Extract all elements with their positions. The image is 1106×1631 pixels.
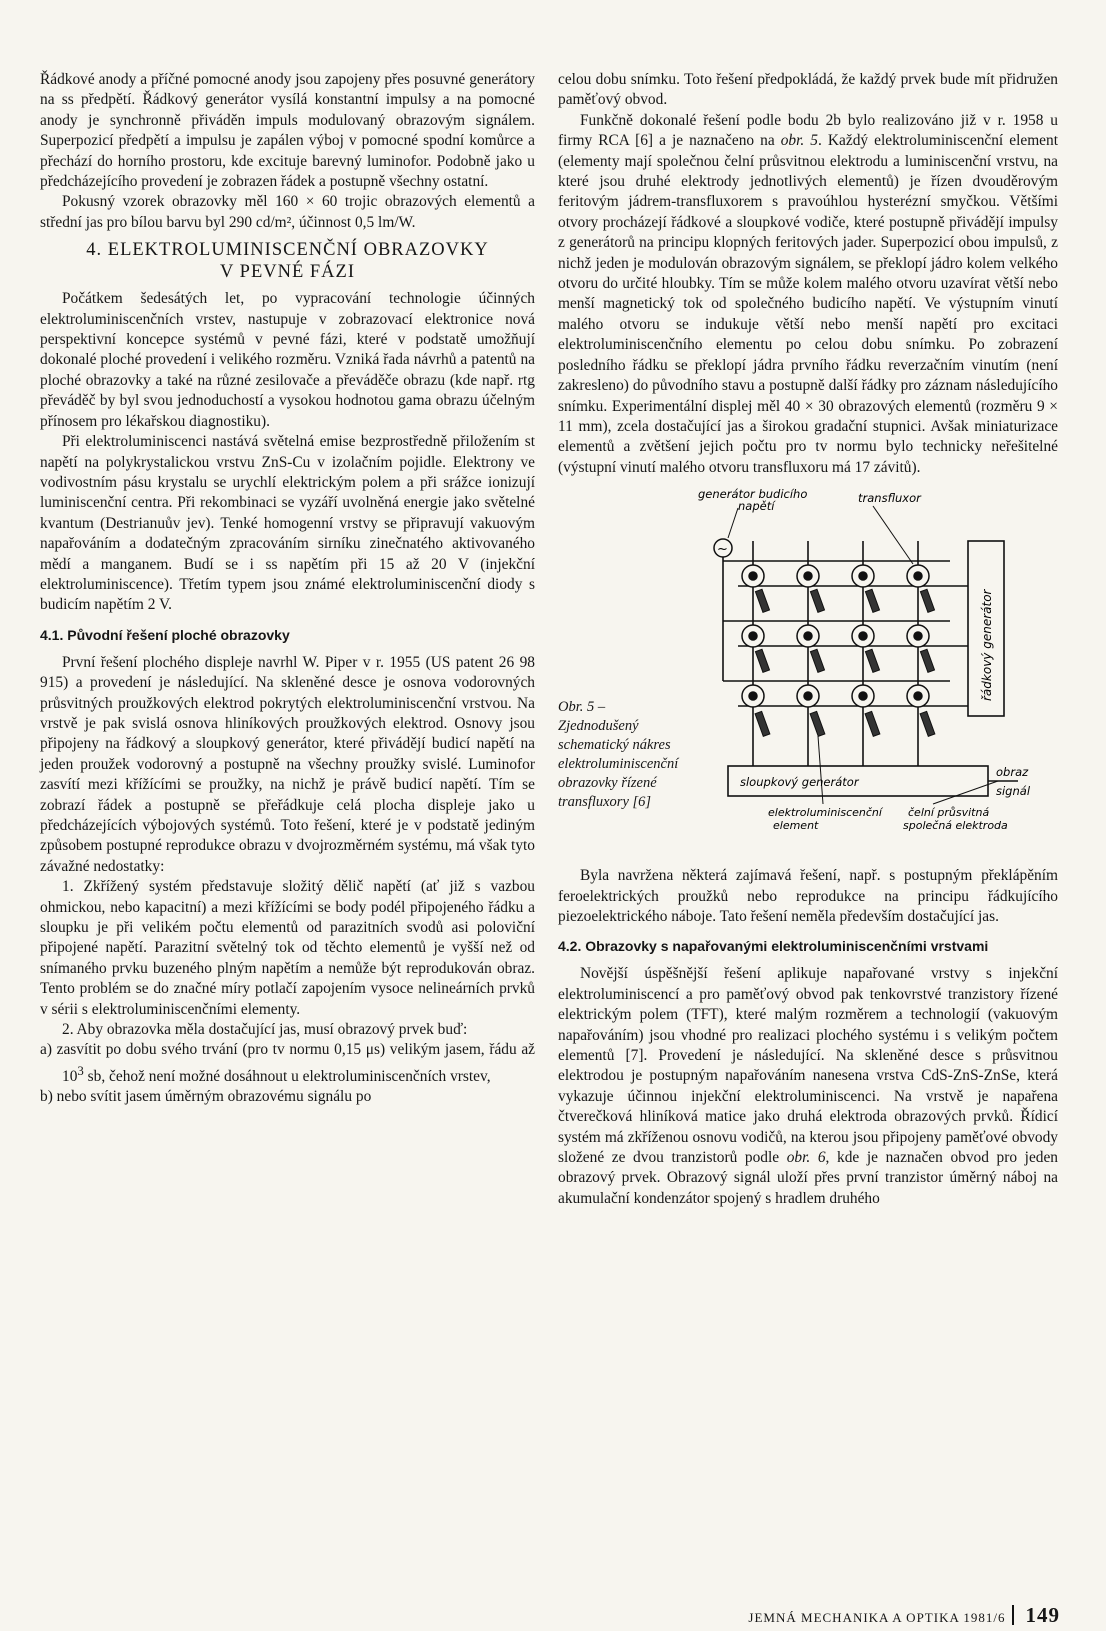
heading-line: V PEVNÉ FÁZI [220, 262, 355, 283]
paragraph: Pokusný vzorek obrazovky měl 160 × 60 trojic obrazových elementů a střední jas pro bílou barvu byl 290 cd/m², účinnost 0,5 lm/W. [40, 193, 535, 231]
list-paragraph: 1. Zkřížený systém představuje složitý dělič napětí (ať již s vazbou ohmickou, nebo kapacitní) a mezi křížícími se body podél připojeného řádku a sloupku je při velikém počtu elementů od parazitních svodů asi poloviční připojené napětí. Parazitní světelný tok od těchto elementů je vyšší než od snímaného prvku buzeného plným napětím a nemůže být reprodukován obraz. Tento problém se do značné míry potlačí zapojením vysoce nelineárních prvků v sérii s elektroluminiscenčními elementy. [40, 878, 535, 1018]
el-element-icon [810, 589, 824, 612]
paragraph: Byla navržena některá zajímavá řešení, např. s postupným překlápěním feroelektrických proužků nebo reprodukce na principu řádkujícího piezoelektrického náboje. Tato řešení neměla především dostačující jas. [558, 867, 1058, 925]
figure-reference: obr. 5 [780, 132, 819, 150]
figure-5 [558, 486, 1058, 866]
transfluxor-core-icon [907, 685, 929, 707]
el-element-icon [865, 711, 880, 736]
transfluxor-core-icon [742, 565, 764, 587]
figure-caption: Obr. 5 – Zjednodušený schematický nákres elektroluminiscenční obrazovky řízené transfluxory [6] [558, 699, 679, 811]
el-element-icon [755, 711, 770, 736]
transfluxor-schematic [698, 486, 1058, 866]
el-element-icon [920, 589, 934, 612]
transfluxor-core-icon [742, 685, 764, 707]
left-column [40, 70, 535, 1108]
label-generator-2: napětí [738, 499, 775, 514]
el-element-icon [755, 649, 769, 672]
subsection-heading-4-1: 4.1. Původní řešení ploché obrazovky [40, 626, 290, 643]
el-element-icon [755, 589, 769, 612]
page-footer [560, 1603, 1060, 1628]
right-column [558, 70, 1058, 1209]
transfluxor-core-icon [907, 565, 929, 587]
paragraph: Při elektroluminiscenci nastává světelná emise bezprostředně přiložením st napětí na polykrystalickou vrstvu ZnS-Cu v izolačním pojidle. Elektrony ve vodivostním pásu krystalu se urychlí elektrickým polem a při srážce ionizují luminiscenční centra. Při rekombinaci se vyzáří uvolněná energie jako světelné kvantum (Destrianuův jev). Tenké homogenní vrstvy se připravují vakuovým napařováním a dodatečným zpracováním sirníku zinečnatého aktivovaného mědí a manganem. Budí se i ss napětím při 15 až 20 V (injekční elektroluminiscence). Třetím typem jsou známé elektroluminiscenční diody s budicím napětím 2 V. [40, 433, 535, 614]
transfluxor-core-icon [852, 625, 874, 647]
paragraph: Novější úspěšnější řešení aplikuje napařované vrstvy s injekční elektroluminiscencí a pro paměťový obvod pak tenkovrstvé tranzistory řízené elektrickým polem (TFT), které malým rozměrem a technologií (vakuovým napařováním) jsou vhodné pro realizaci plochého systému i s velikým počtem elementů [7]. Provedení je následující. Na skleněné desce s průsvitnou elektrodou je postupným napařováním nanesena vrstva CdS-ZnS-ZnSe, která vykazuje účinnou injekční elektroluminiscenci. Na vrstvě je napařena čtverečková hliníková matice jako druhá elektroda obrazových prvků. Řídicí systém má zkříženou osnovu vodičů, na kterou jsou připojeny paměťové obvody složené ze dvou tranzistorů podle obr. 6, kde je naznačen obvod pro jeden obrazový prvek. Obrazový signál uloží přes první tranzistor úměrný náboj na akumulační kondenzátor spojený s hradlem druhého [558, 965, 1058, 1207]
paragraph: Počátkem šedesátých let, po vypracování technologie účinných elektroluminiscenčních vrstev, nastupuje v zobrazovací elektronice nová perspektivní koncepce systémů v pevné fázi, které v podstatě umožňují dokonalé ploché provedení i velikého rozměru. Vzniká řada návrhů a patentů na ploché obrazovky a také na různé zesilovače a převáděče obrazu (kde např. rtg převáděč by byl svou jednoduchostí a vysokou hodnotou gama obrazu účelným přínosem pro lékařskou diagnostiku). [40, 290, 535, 430]
transfluxor-core-icon [852, 565, 874, 587]
label-generator: generátor budicího [698, 487, 808, 502]
label-front: čelní průsvitná [908, 806, 990, 820]
el-element-icon [810, 649, 824, 672]
label-row-generator: řádkový generátor [980, 589, 994, 702]
paragraph: celou dobu snímku. Toto řešení předpokládá, že každý prvek bude mít přidružen paměťový obvod. [558, 71, 1058, 109]
el-element-icon [920, 649, 934, 672]
label-transfluxor: transfluxor [858, 491, 921, 506]
transfluxor-core-icon [797, 625, 819, 647]
label-signal: signál [996, 784, 1031, 799]
section-heading-4 [40, 239, 535, 283]
paragraph: První řešení plochého displeje navrhl W. Piper v r. 1955 (US patent 26 98 915) a provedení je následující. Na skleněné desce je osnova vodorovných průsvitných proužkových elektrod pokrytých elektroluminiscenční vrstvou. Na vrstvě je pak svislá osnova hliníkových proužkových elektrod. Osnovy jsou připojeny na řádkový a sloupkový generátor, které přivádějí budicí napětí na jeden proužek vodorovný a postupně na všechny proužky svislé. Luminofor zasvítí mezi křížícími se proužky, na nichž je právě budicí napětí. Tím se zobrazí řádek a postupně se přeřádkuje celá plocha displeje jako u předcházejících výbojových systémů. Toto řešení, které je v podstatě jediným způsobem postupné reprodukce obrazu v dvojrozměrném systému, má však tyto závažné nedostatky: [40, 653, 535, 875]
label-common-electrode: společná elektroda [903, 819, 1008, 833]
subsection-heading-4-2: 4.2. Obrazovky s napařovanými elektroluminiscenčními vrstvami [558, 938, 989, 955]
el-element-icon [810, 711, 825, 736]
footer-divider [1012, 1605, 1014, 1625]
label-column-generator: sloupkový generátor [740, 775, 859, 790]
transfluxor-core-icon [742, 625, 764, 647]
el-element-icon [865, 589, 879, 612]
transfluxor-core-icon [797, 685, 819, 707]
transfluxor-core-icon [907, 625, 929, 647]
figure-reference: obr. 6 [786, 1149, 826, 1166]
list-item-b: b) nebo svítit jasem úměrným obrazovému signálu po [40, 1088, 372, 1106]
transfluxor-core-icon [852, 685, 874, 707]
svg-text:~: ~ [717, 542, 728, 558]
el-element-icon [865, 649, 879, 672]
label-el: elektroluminiscenční [768, 806, 882, 820]
paragraph: Řádkové anody a příčné pomocné anody jsou zapojeny přes posuvné generátory na ss předpětí. Řádkový generátor vysílá konstantní impulsy a na pomocné anody je synchronně přiváděn impuls modulovaný obrazovým signálem. Superpozicí předpětí a impulsu je zapálen výboj v pomocné spodní komůrce a přechází do horního prostoru, kde excituje barevný luminofor. Podobně jako u předcházejícího provedení je zobrazen řádek a postupně všechny ostatní. [40, 71, 535, 191]
label-image: obraz [996, 765, 1029, 780]
transfluxor-core-icon [797, 565, 819, 587]
el-element-icon [920, 711, 935, 736]
journal-name: JEMNÁ MECHANIKA A OPTIKA 1981/6 [748, 1610, 1006, 1625]
list-paragraph: 2. Aby obrazovka měla dostačující jas, musí obrazový prvek buď: [62, 1021, 468, 1039]
page-number: 149 [1025, 1603, 1060, 1627]
list-item-a: a) zasvítit po dobu svého trvání (pro tv normu 0,15 μs) velikým jasem, řádu až $10^3$ sb, čehož není možné dosáhnout u elektroluminiscenčních vrstev, [40, 1041, 535, 1085]
heading-line: 4. ELEKTROLUMINISCENČNÍ OBRAZOVKY [86, 240, 489, 261]
paragraph: Funkčně dokonalé řešení podle bodu 2b bylo realizováno již v r. 1958 u firmy RCA [6] a je naznačeno na obr. 5. Každý elektroluminiscenční element (elementy mají společnou čelní průsvitnou elektrodu a luminiscenční vrstvu, na které jsou druhé elektrody jednotlivých elementů) je řízen dvouděrovým feritovým jádrem-transfluxorem s pravoúhlou hysterézní smyčkou. Většími otvory procházejí řádkové a sloupkové vodiče, které postupně přivádějí impulsy z generátorů na principu klopných feritových jader. Superpozicí obou impulsů, z nichž jeden je modulován obrazovým signálem, se překlopí jádro kolem velkého otvoru do určité hloubky. Tím se může kolem malého otvoru uzavírat větší nebo menší magnetický tok od společného budicího napětí. Ve výstupním vinutí malého otvoru se indukuje větší nebo menší napětí pro excitaci elektroluminiscenčního elementu po celou dobu snímku. Po zobrazení posledního řádku se překlopí jádra prvního řádku reverzačním vinutím (není zakresleno) do původního stavu a postupně další řádky pro záznam následujícího snímku. Experimentální displej měl 40 × 30 obrazových elementů (rozměru 9 × 11 mm), zcela dostačující jas a širokou gradační stupnici. Avšak miniaturizace elementů a zvětšení jejich počtu pro tv normu bylo technicky neřešitelné (výstupní vinutí malého otvoru transfluxoru má 17 závitů). [558, 111, 1058, 476]
label-element: element [773, 819, 819, 833]
